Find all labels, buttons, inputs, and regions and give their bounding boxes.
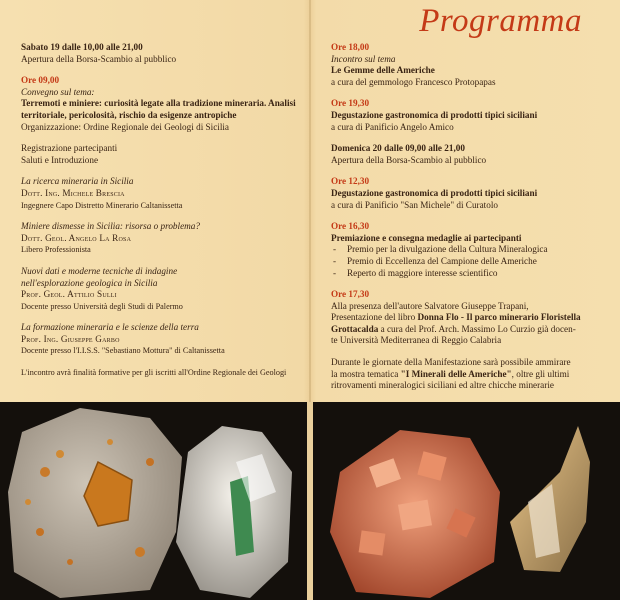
text-segment: Durante le giornate della Manifestazione sarà possibile ammirare <box>331 357 571 368</box>
left-section-reg <box>21 143 303 166</box>
mineral-photo-quartz-point <box>510 426 590 572</box>
right-line <box>331 312 603 324</box>
left-line: Organizzazione: Ordine Regionale dei Geologi di Sicilia <box>21 121 230 132</box>
right-line: Apertura della Borsa-Scambio al pubblico <box>331 154 487 165</box>
text-segment: "I Minerali delle Americhe" <box>400 368 512 379</box>
mineral-photo-quartz-tourmaline <box>176 426 292 598</box>
award-list-item: - Premio di Eccellenza del Campione delle Americhe <box>331 256 603 268</box>
left-line: Docente presso l'I.I.S.S. "Sebastiano Mottura" di Caltanissetta <box>21 346 225 356</box>
text-segment: Presentazione del libro <box>331 312 418 323</box>
page-title: Programma <box>419 3 582 39</box>
left-section-talk1 <box>21 176 303 211</box>
left-section-talk4 <box>21 322 303 357</box>
text-segment: ritrovamenti mineralogici siciliani ed altre chicche minerarie <box>331 380 554 391</box>
right-line: Incontro sul tema <box>331 53 396 64</box>
left-line: territoriale, pericolosità, rischio da esigenze antropiche <box>21 109 237 120</box>
right-line: Degustazione gastronomica di prodotti tipici siciliani <box>331 109 538 120</box>
right-line <box>331 335 603 347</box>
right-section-ore1230 <box>331 176 603 211</box>
left-line: nell'esplorazione geologica in Sicilia <box>21 277 158 288</box>
right-line <box>331 369 603 381</box>
mineral-photo-matrix-crystals <box>8 408 182 598</box>
right-line: Ore 17,30 <box>331 289 370 300</box>
right-section-ore1630 <box>331 221 603 279</box>
left-section-note <box>21 367 303 379</box>
right-line: a cura del gemmologo Francesco Protopapas <box>331 76 496 87</box>
right-line: Ore 12,30 <box>331 176 370 187</box>
left-line: Saluti e Introduzione <box>21 154 99 165</box>
right-line: Le Gemme delle Americhe <box>331 65 435 76</box>
right-line <box>331 324 603 336</box>
right-line: Degustazione gastronomica di prodotti tipici siciliani <box>331 187 538 198</box>
award-list-item: - Premio per la divulgazione della Cultura Mineralogica <box>331 244 603 256</box>
left-line: Convegno sul tema: <box>21 86 95 97</box>
left-section-sab <box>21 42 303 65</box>
left-line: Prof. Geol. Attilio Sulli <box>21 289 117 300</box>
right-line: Alla presenza dell'autore Salvatore Giuseppe Trapani, <box>331 300 529 311</box>
left-section-talk2 <box>21 221 303 256</box>
right-line: Domenica 20 dalle 09,00 alle 21,00 <box>331 143 465 154</box>
left-line: Dott. Ing. Michele Brescia <box>21 187 125 198</box>
text-segment: Donna Flo - Il parco minerario Floristella <box>417 312 581 323</box>
left-section-talk3 <box>21 266 303 312</box>
left-section-convegno <box>21 75 303 133</box>
left-line: Miniere dismesse in Sicilia: risorsa o problema? <box>21 221 200 232</box>
right-section-ore1730 <box>331 289 603 347</box>
right-section-dom <box>331 143 603 166</box>
text-segment: la mostra tematica <box>331 368 401 379</box>
left-line: Apertura della Borsa-Scambio al pubblico <box>21 53 177 64</box>
right-line: Ore 16,30 <box>331 221 370 232</box>
left-column <box>21 42 303 389</box>
text-segment: a cura del Prof. Arch. Massimo Lo Curzio già docen- <box>378 323 576 334</box>
left-line: La ricerca mineraria in Sicilia <box>21 176 134 187</box>
left-line: Docente presso Università degli Studi di Palermo <box>21 301 183 311</box>
text-segment: , oltre gli ultimi <box>511 368 570 379</box>
right-section-durante <box>331 357 603 392</box>
right-line <box>331 357 603 369</box>
right-column <box>331 42 603 402</box>
left-line: L'incontro avrà finalità formative per gli iscritti all'Ordine Regionale dei Geologi <box>21 368 287 378</box>
left-line: Prof. Ing. Giuseppe Garbo <box>21 333 120 344</box>
left-line: Terremoti e miniere: curiosità legate alla tradizione mineraria. Analisi <box>21 98 296 109</box>
right-section-ore1930 <box>331 98 603 133</box>
right-section-ore18 <box>331 42 603 88</box>
left-line: Sabato 19 dalle 10,00 alle 21,00 <box>21 42 143 52</box>
right-line: Ore 18,00 <box>331 42 370 52</box>
left-line: Ore 09,00 <box>21 75 60 86</box>
right-line: a cura di Panificio Angelo Amico <box>331 121 454 132</box>
text-segment: te Università Mediterranea di Reggio Calabria <box>331 335 502 346</box>
left-line: Registrazione partecipanti <box>21 143 118 154</box>
left-line: Nuovi dati e moderne tecniche di indagine <box>21 265 178 276</box>
right-line: Premiazione e consegna medaglie ai partecipanti <box>331 232 522 243</box>
text-segment: Grottacalda <box>331 323 379 334</box>
mineral-photo-red-crystal-cluster <box>330 430 500 598</box>
right-line <box>331 380 603 392</box>
mineral-gallery <box>0 402 620 600</box>
award-list-item: - Reperto di maggiore interesse scientifico <box>331 268 603 280</box>
right-line: Ore 19,30 <box>331 98 370 109</box>
right-line: a cura di Panificio "San Michele" di Curatolo <box>331 199 498 210</box>
gallery-art <box>0 402 620 600</box>
left-line: Libero Professionista <box>21 245 91 255</box>
left-line: La formazione mineraria e le scienze della terra <box>21 322 199 333</box>
left-line: Ingegnere Capo Distretto Minerario Caltanissetta <box>21 200 183 210</box>
left-line: Dott. Geol. Angelo La Rosa <box>21 232 132 243</box>
